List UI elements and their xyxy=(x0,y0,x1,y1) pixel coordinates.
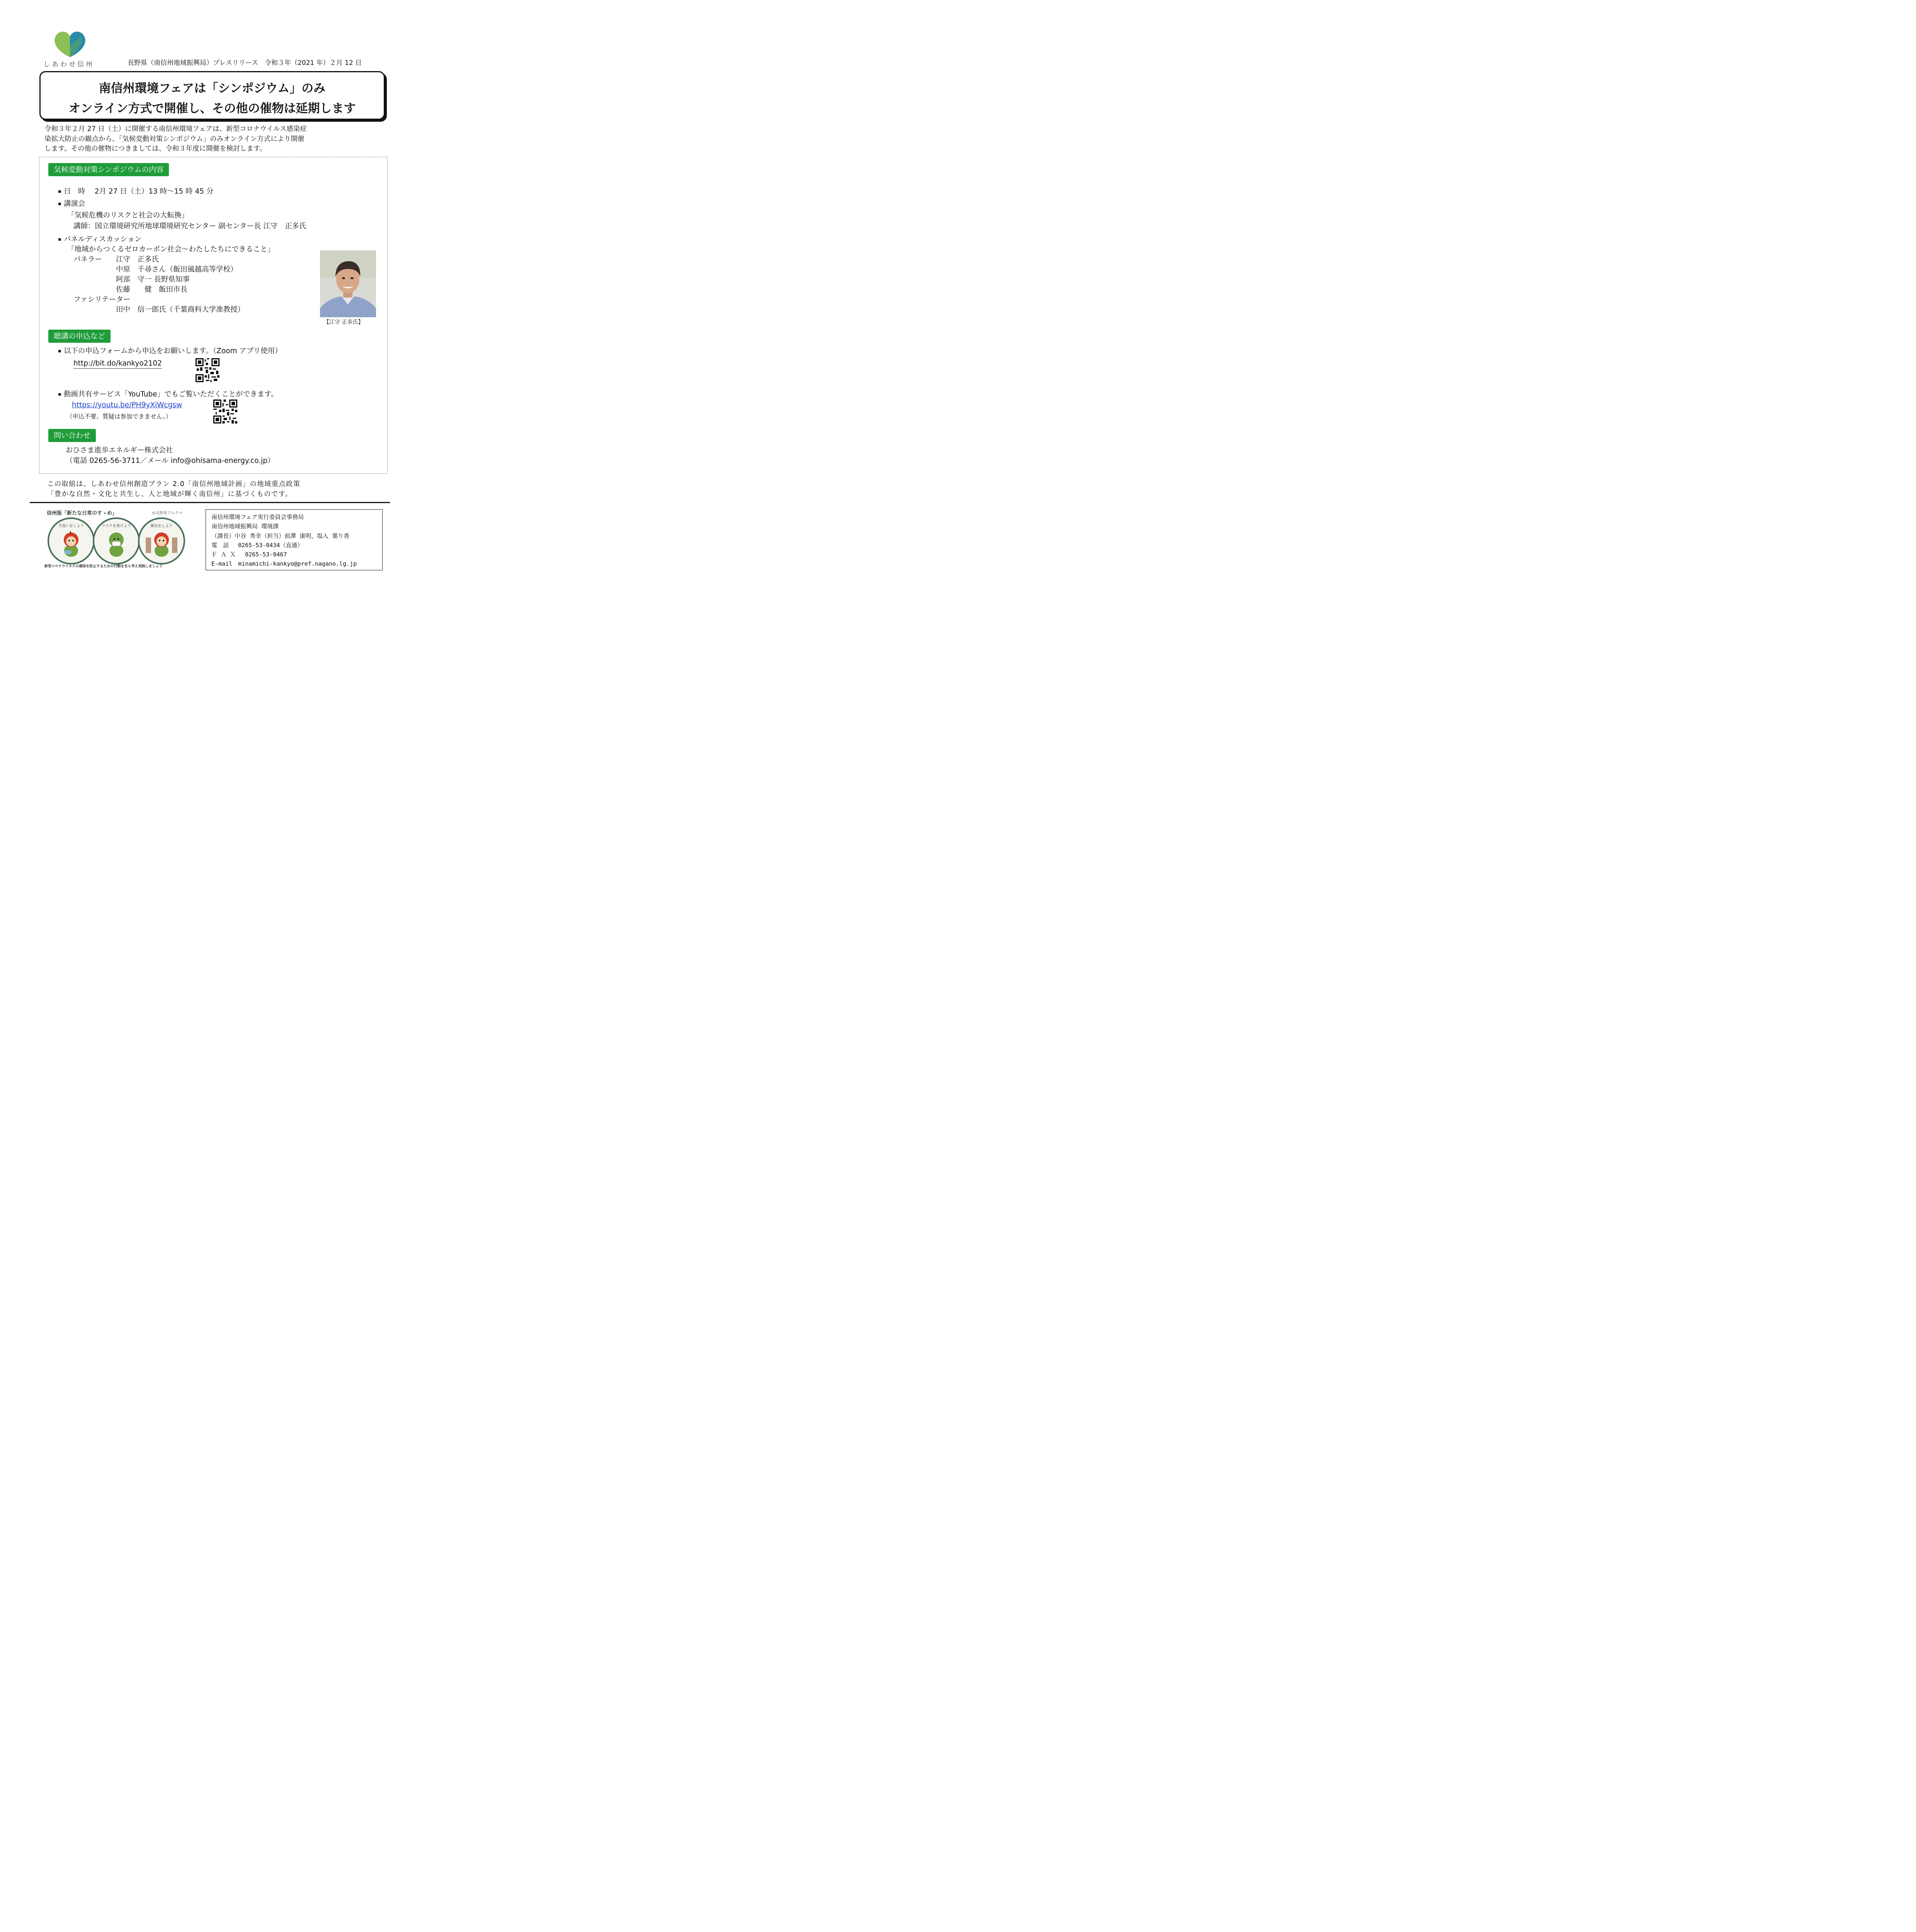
inquiry-heading: 問い合わせ xyxy=(48,429,96,442)
registration-heading: 聴講の申込など xyxy=(48,330,111,343)
intro-line: 染拡大防止の観点から、「気候変動対策シンポジウム」のみオンライン方式により開催 xyxy=(44,135,305,143)
arukuma-mask-icon xyxy=(105,530,127,558)
youtube-qr-code xyxy=(213,400,237,423)
form-instruction: ▪ 以下の申込フォームから申込をお願いします。（Zoom アプリ使用） xyxy=(58,347,282,357)
new-normal-poster xyxy=(44,508,185,571)
footer-divider xyxy=(30,502,390,503)
datetime-item: ▪ 日 時 2月 27 日（土）13 時～15 時 45 分 xyxy=(58,187,213,197)
inquiry-company: おひさま進歩エネルギー株式会社 xyxy=(66,446,173,454)
facilitator: 田中 信一郎氏（千葉商科大学准教授） xyxy=(116,306,245,314)
speaker-photo xyxy=(320,250,376,317)
title-line-2: オンライン方式で開催し、その他の催物は延期します xyxy=(68,102,356,116)
panel-title: 「地域からつくるゼロカーボン社会～わたしたちにできること」 xyxy=(67,245,275,253)
heart-leaf-icon xyxy=(40,27,100,58)
contact-line: 南信州環境フェア実行委員会事務局 xyxy=(211,514,304,520)
panelist: 江守 正多氏 xyxy=(116,255,159,264)
inquiry-contact: （電話 0265-56-3711／メール info@ohisama-energy.co.jp） xyxy=(66,457,275,465)
arukuma-handwash-icon xyxy=(60,530,82,558)
form-url-link[interactable]: http://bit.do/kankyo2102 xyxy=(73,359,162,369)
youtube-url-link[interactable]: https://youtu.be/PH9yXiWcgsw xyxy=(72,401,182,409)
logo-text: しあわせ信州 xyxy=(43,61,94,68)
handwash-circle xyxy=(48,517,95,565)
closing-line: この取組は、しあわせ信州創造プラン 2.0「南信州地域計画」の地域重点政策 xyxy=(47,480,301,488)
contact-line: 電 話 0265-53-0434（直通） xyxy=(211,542,303,549)
facilitator-label: ファシリテーター xyxy=(73,296,131,304)
contact-email-line: E-mail minamichi-kankyo@pref.nagano.lg.jp xyxy=(211,560,357,567)
arukuma-ventilation-icon xyxy=(145,530,178,558)
poster-credit: ©長野県アルクマ xyxy=(152,511,183,515)
ventilation-circle xyxy=(138,517,185,565)
contact-line: 南信州地域振興局 環境課 xyxy=(211,523,279,530)
lecturer: 講師：国立環境研究所地球環境研究センター 副センター長 江守 正多氏 xyxy=(73,222,306,230)
circle-label: 手洗いをしよう xyxy=(58,524,84,528)
release-date-line: 長野県（南信州地域振興局）プレスリリース 令和３年（2021 年）２月 12 日 xyxy=(128,59,362,67)
panel-label: ▪ パネルディスカッション xyxy=(58,235,141,245)
title-line-1: 南信州環境フェアは「シンポジウム」のみ xyxy=(99,82,326,95)
circle-label: 換気をしよう xyxy=(150,524,173,528)
lecture-label: ▪ 講演会 xyxy=(58,199,85,209)
closing-paragraph xyxy=(47,479,300,499)
symposium-heading: 気候変動対策シンポジウムの内容 xyxy=(48,163,169,176)
youtube-instruction: ▪ 動画共有サービス「YouTube」でもご覧いただくことができます。 xyxy=(58,390,278,400)
poster-title: 信州版「新たな日常のすゝめ」 xyxy=(47,510,117,516)
closing-line: 「豊かな自然・文化と共生し、人と地域が輝く南信州」に基づくものです。 xyxy=(47,490,293,498)
poster-bottom-text: 新型コロナウイルスの感染を防止するための行動を自ら考え実践しましょう xyxy=(44,565,163,568)
contact-line: （課長）中谷 秀幸（担当）前澤 康明、塩入 葉り香 xyxy=(211,532,350,539)
panelist: 佐藤 健 飯田市長 xyxy=(116,286,188,294)
photo-caption: 【江守 正多氏】 xyxy=(324,319,364,325)
circle-label: マスクを着けよう xyxy=(101,524,131,528)
mask-circle xyxy=(93,517,140,565)
panelist: 阿部 守一 長野県知事 xyxy=(116,276,190,284)
youtube-note: （申込不要。質疑は参加できません。） xyxy=(66,413,172,420)
contact-box xyxy=(206,509,383,570)
intro-line: 令和３年２月 27 日（土）に開催する南信州環境フェアは、新型コロナウイルス感染症 xyxy=(44,125,307,133)
panelist-label: パネラー xyxy=(73,255,102,264)
title-box xyxy=(39,71,385,120)
panelist: 中原 千尋さん（飯田風越高等学校） xyxy=(116,265,238,274)
contact-line: Ｆ Ａ Ｘ 0265-53-0467 xyxy=(211,551,287,558)
intro-line: します。その他の催物につきましては、令和３年度に開催を検討します。 xyxy=(44,145,267,153)
intro-paragraph xyxy=(44,124,385,154)
lecture-title: 「気候危機のリスクと社会の大転換」 xyxy=(67,211,189,219)
form-qr-code xyxy=(196,358,220,382)
